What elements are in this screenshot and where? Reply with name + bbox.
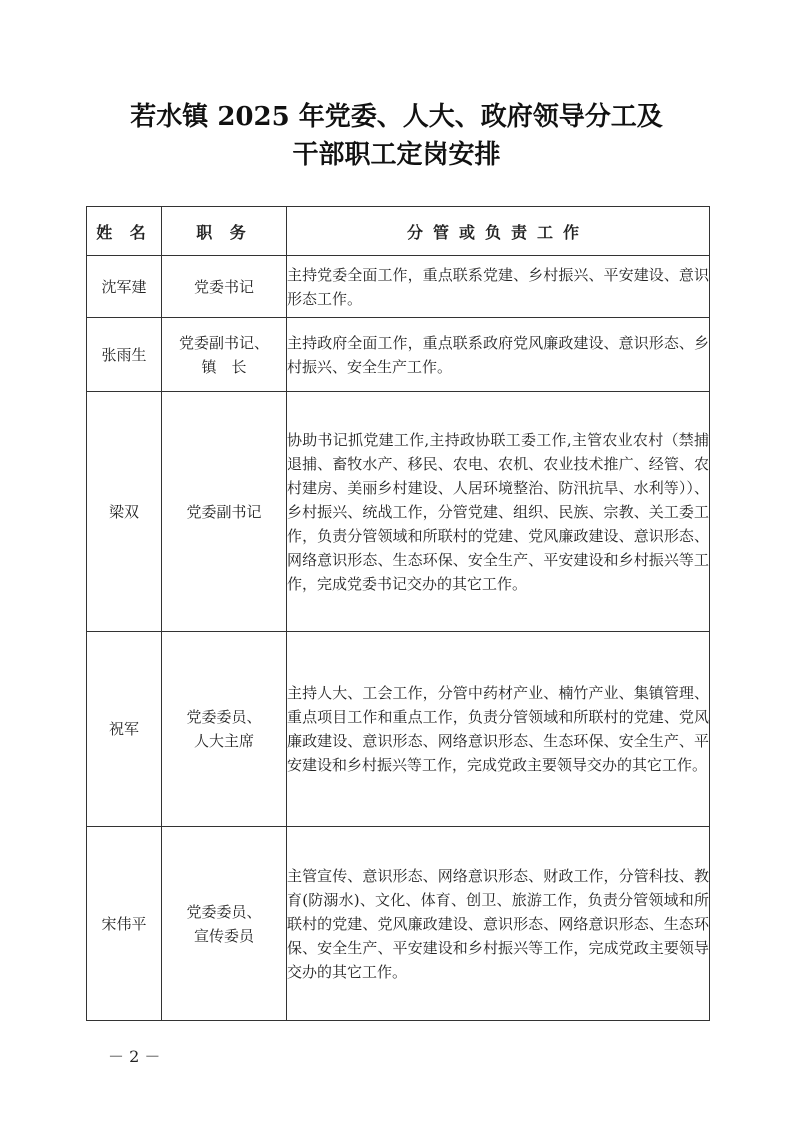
table-row <box>87 632 710 827</box>
row-name: 祝军 <box>87 632 162 827</box>
table-row <box>87 318 710 392</box>
row-post-line: 党委委员、 <box>186 708 262 726</box>
duty-table <box>86 206 710 1021</box>
row-work: 主持人大、工会工作，分管中药材产业、楠竹产业、集镇管理、重点项目工作和重点工作，负责分管领域和所联村的党建、党风廉政建设、意识形态、网络意识形态、生态环保、安全生产、平安建设和乡村振兴等工作，完成党政主要领导交办的其它工作。 <box>287 632 710 827</box>
table-row <box>87 256 710 318</box>
row-name: 梁双 <box>87 392 162 632</box>
row-name: 宋伟平 <box>87 827 162 1021</box>
header-post: 职 务 <box>162 207 287 256</box>
row-post <box>162 827 287 1021</box>
row-work: 协助书记抓党建工作,主持政协联工委工作,主管农业农村（禁捕退捕、畜牧水产、移民、农电、农机、农业技术推广、经管、农村建房、美丽乡村建设、人居环境整治、防汛抗旱、水利等））、乡村振兴、统战工作，分管党建、组织、民族、宗教、关工委工作，负责分管领域和所联村的党建、党风廉政建设、意识形态、网络意识形态、生态环保、安全生产、平安建设和乡村振兴等工作，完成党委书记交办的其它工作。 <box>287 392 710 632</box>
table-header-row <box>87 207 710 256</box>
row-post <box>162 318 287 392</box>
row-post-line: 宣传委员 <box>193 926 254 945</box>
page-number: － 2 － <box>108 1047 161 1066</box>
header-name: 姓 名 <box>87 207 162 256</box>
row-work: 主管宣传、意识形态、网络意识形态、财政工作，分管科技、教育(防溺水)、文化、体育、创卫、旅游工作，负责分管领域和所联村的党建、党风廉政建设、意识形态、网络意识形态、生态环保、安全生产、平安建设和乡村振兴等工作，完成党政主要领导交办的其它工作。 <box>287 827 710 1021</box>
row-work: 主持政府全面工作，重点联系政府党风廉政建设、意识形态、乡村振兴、安全生产工作。 <box>287 318 710 392</box>
row-post-line: 党委副书记、 <box>178 333 269 352</box>
row-post-line: 党委委员、 <box>186 902 262 921</box>
table-row <box>87 827 710 1021</box>
row-work: 主持党委全面工作，重点联系党建、乡村振兴、平安建设、意识形态工作。 <box>287 256 710 318</box>
row-post-line: 党委副书记 <box>186 502 262 521</box>
table-row <box>87 392 710 632</box>
row-post <box>162 392 287 632</box>
row-name: 张雨生 <box>87 318 162 392</box>
row-post <box>162 256 287 318</box>
row-name: 沈军建 <box>87 256 162 318</box>
row-post-line: 镇 长 <box>201 357 247 376</box>
document-title <box>0 98 793 174</box>
title-line-2: 干部职工定岗安排 <box>292 140 501 170</box>
row-post-line: 人大主席 <box>193 732 254 750</box>
title-line-1: 若水镇 2025 年党委、人大、政府领导分工及 <box>130 102 663 132</box>
header-work: 分管或负责工作 <box>287 207 710 256</box>
row-post <box>162 632 287 827</box>
row-post-line: 党委书记 <box>193 277 254 296</box>
